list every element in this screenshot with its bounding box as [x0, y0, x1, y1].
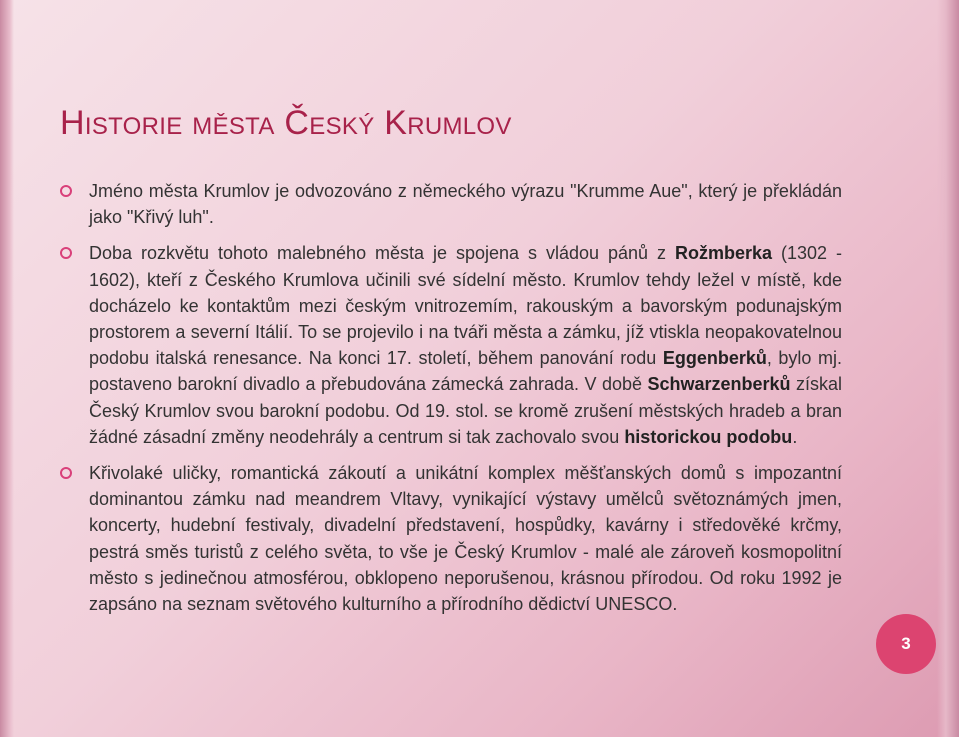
bullet-text-3: [89, 463, 842, 614]
bullet-ring-icon: [60, 467, 72, 479]
bullet-item: [60, 240, 842, 450]
text-segment-bold: historickou podobu: [624, 426, 793, 447]
text-segment-bold: Schwarzenberků: [647, 374, 791, 395]
text-segment: (1302 - 1602), kteří z Českého Krumlova učinili své sídelní město. Krumlov tehdy ležel v místě, kde docházelo ke kontaktům mezi českým vnitrozemím, rakouským a bavorským podunajským prostorem a severní Itálií. To se projevilo i na tváři města a zámku, jíž vtiskla neopakovatelnou podobu italská renesance. Na konci 17. století, během panování rodu: [89, 243, 842, 369]
text-segment-bold: Rožmberka: [674, 243, 773, 264]
right-edge-decoration: [937, 0, 959, 737]
text-segment: Křivolaké uličky, romantická zákoutí a unikátní komplex měšťanských domů s impozantní dominantou zámku nad meandrem Vltavy, vynikající výstavy umělců světoznámých jmen, koncerty, hudební festivaly, divadelní představení, hospůdky, kavárny i středověké krčmy, pestrá směs turistů z celého světa, to vše je Český Krumlov - malé ale zároveň kosmopolitní město s jedinečnou atmosférou, obklopeno neporušenou, krásnou přírodou. Od roku 1992 je zapsáno na seznam světového kulturního a přírodního dědictví UNESCO.: [89, 463, 842, 615]
bullet-item: [60, 460, 842, 617]
page-number: 3: [901, 634, 911, 653]
text-segment: získal Český Krumlov svou barokní podobu. Od 19. stol. se kromě zrušení městských hradeb a bran žádné zásadní změny neodehrály a centrum si tak zachovalo svou: [89, 374, 842, 447]
bullet-item: [60, 178, 842, 230]
text-segment: Jméno města Krumlov je odvozováno z německého výrazu "Krumme Aue", který je překládán jako "Křivý luh".: [89, 181, 842, 228]
slide-content: [60, 178, 842, 627]
bullet-ring-icon: [60, 247, 72, 259]
text-segment-bold: Eggenberků: [662, 348, 767, 369]
text-segment: .: [792, 426, 798, 447]
page-number-badge: [876, 614, 936, 674]
left-edge-decoration: [0, 0, 14, 737]
text-segment: , bylo mj. postaveno barokní divadlo a přebudována zámecká zahrada. V době: [89, 348, 842, 395]
bullet-ring-icon: [60, 185, 72, 197]
bullet-text-2: [89, 243, 842, 446]
slide-title: Historie města Český Krumlov: [60, 104, 512, 142]
text-segment: Doba rozkvětu tohoto malebného města je spojena s vládou pánů z: [89, 243, 675, 264]
bullet-text-1: [89, 181, 842, 227]
